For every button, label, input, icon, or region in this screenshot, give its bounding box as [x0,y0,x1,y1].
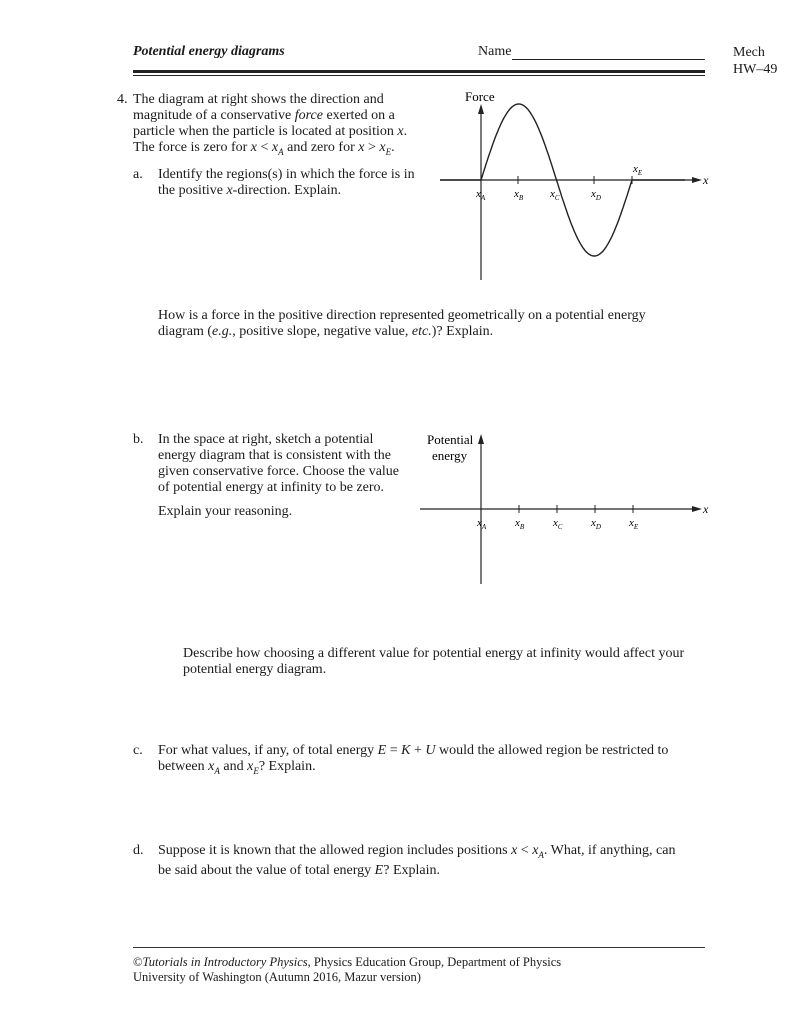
force-tick-label-c: $x_C$ [550,188,560,202]
force-y-arrow [478,104,484,114]
part-d-label: d. [133,843,144,858]
force-x-arrow [692,177,702,183]
potential-tick-label-a: $x_A$ [477,517,487,531]
force-axis-label: Force [465,89,495,104]
part-c-label: c. [133,743,143,758]
page-title: Potential energy diagrams [133,44,285,59]
footer-credit: ©Tutorials in Introductory Physics, Physics Education Group, Department of Physics University of Washington (Autumn 2016, Mazur version) [133,955,562,984]
part-a-label: a. [133,167,143,182]
potential-tick-label-c: $x_C$ [553,517,563,531]
force-tick-label-d: $x_D$ [591,188,601,202]
question-number: 4. [117,92,128,107]
potential-axis-label-line2: energy [432,448,468,463]
intro-line-3: particle when the particle is located at position x. [133,124,408,139]
name-label: Name [478,44,512,59]
force-tick-label-e: $x_E$ [633,163,643,177]
force-tick-label-b: $x_B$ [514,188,524,202]
part-a-followup: How is a force in the positive direction represented geometrically on a potential energy diagram (e.g., positive slope, negative value, etc.)? Explain. [158,308,646,339]
part-b-followup: Describe how choosing a different value for potential energy at infinity would affect your potential energy diagram. [183,646,685,677]
potential-tick-label-d: $x_D$ [591,517,601,531]
potential-tick-label-b: $x_B$ [515,517,525,531]
course-label: Mech [733,45,765,60]
potential-axis-label-line1: Potential [427,432,474,447]
course-code [733,44,777,78]
header-rule-thin [133,75,705,76]
name-blank-line[interactable] [512,59,705,60]
potential-y-arrow [478,434,484,444]
part-d-prompt: Suppose it is known that the allowed region includes positions $x < x_A$. What, if anything, can be said about the value of total energy E? Explain. [158,843,676,878]
part-a-prompt: Identify the regions(s) in which the force is in the positive x-direction. Explain. [158,167,415,198]
part-b-prompt: In the space at right, sketch a potential energy diagram that is consistent with the given conservative force. Choose the value of potential energy at infinity to be zero. Explain your reasoning. [158,432,400,519]
potential-energy-graph[interactable] [420,428,710,588]
intro-line-2: magnitude of a conservative force exerted on a [133,108,395,123]
part-b-label: b. [133,432,144,447]
footer-rule [133,947,705,948]
force-graph [440,88,710,288]
page-code: HW–49 [733,62,778,77]
intro-line-4: The force is zero for $x < x_A$ and zero for $x > x_E$. [133,140,395,157]
header-rule-thick [133,70,705,73]
intro-line-1: The diagram at right shows the direction and [133,92,384,107]
question-intro [133,92,433,160]
potential-x-arrow [692,506,702,512]
potential-tick-label-e: $x_E$ [629,517,639,531]
potential-x-label: x [703,502,709,516]
part-c-prompt: For what values, if any, of total energy E = K + U would the allowed region be restricted to between $x_A$ and $x_E$? Explain. [158,743,669,776]
force-tick-label-a: $x_A$ [476,188,486,202]
force-x-label: x [703,173,709,187]
